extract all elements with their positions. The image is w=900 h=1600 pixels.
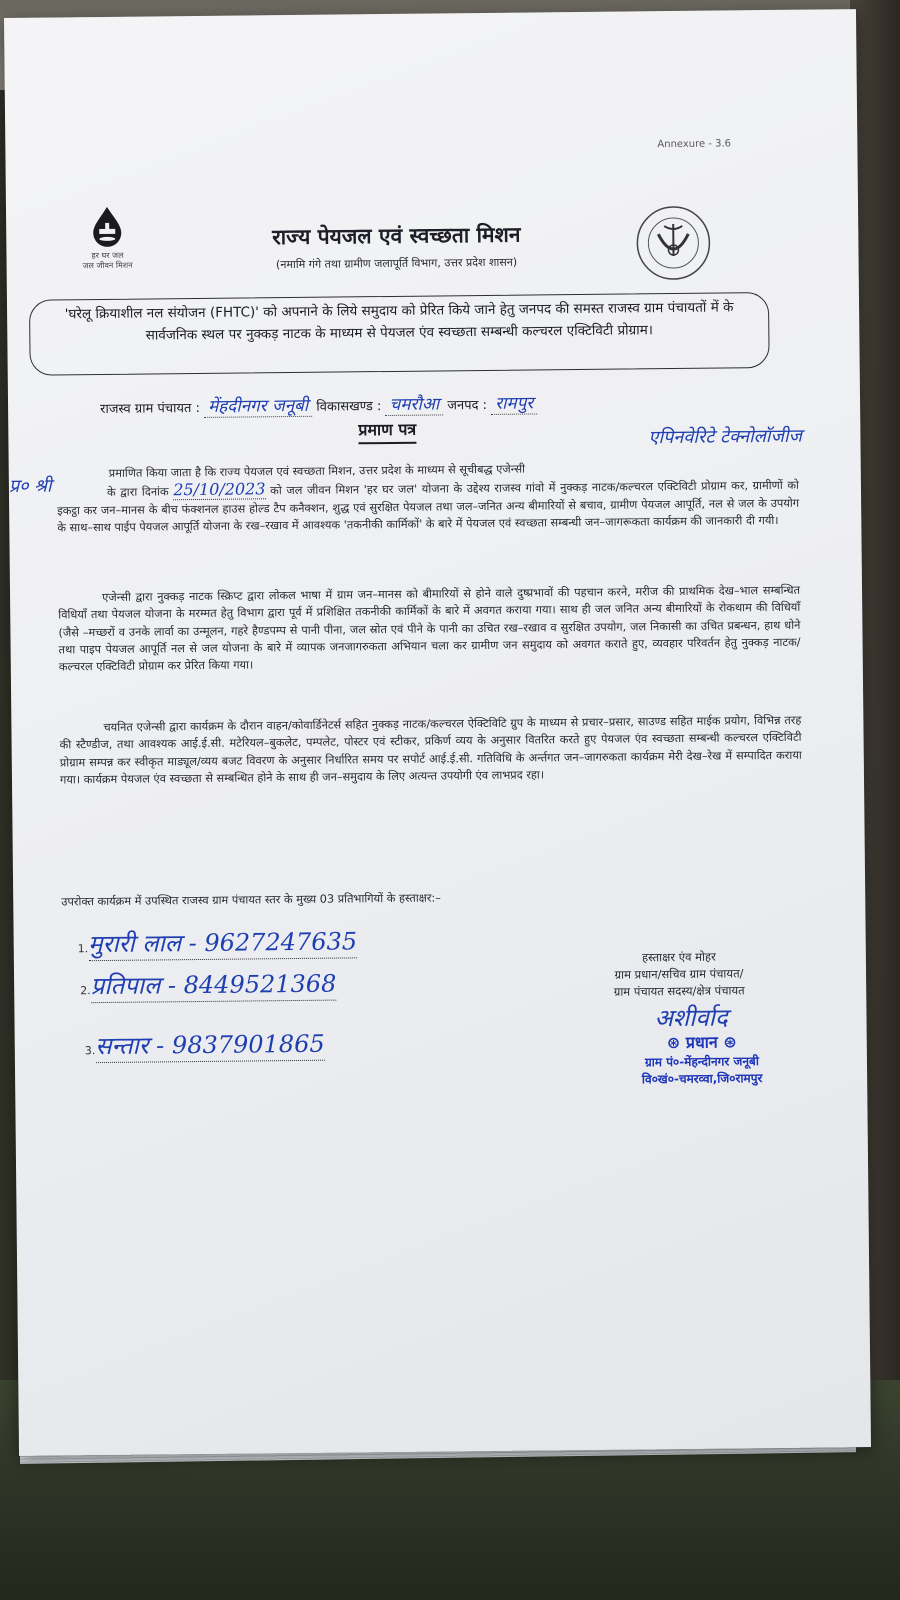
water-drop-icon bbox=[87, 205, 127, 247]
participants-intro: उपरोक्त कार्यक्रम में उपस्थित राजस्व ग्राम पंचायत स्तर के मुख्य 03 प्रतिभागियों के हस्ताक्षर:– bbox=[61, 891, 441, 909]
pradhan-stamp bbox=[607, 1030, 798, 1088]
participant-number: 2. bbox=[80, 984, 91, 998]
margin-handwritten-note: प्र० श्री bbox=[8, 475, 52, 497]
stamp-line-3: वि०खं०-चमरव्वा,जि०रामपुर bbox=[641, 1071, 763, 1087]
sign-line-2: ग्राम प्रधान/सचिव ग्राम पंचायत/ bbox=[614, 966, 744, 982]
participant-number: 1. bbox=[77, 942, 89, 956]
page-subtitle: (नमामि गंगे तथा ग्रामीण जलापूर्ति विभाग, उत्तर प्रदेश शासन) bbox=[275, 255, 518, 272]
paragraph-1-body: को जल जीवन मिशन 'हर घर जल' योजना के उद्देश्य राजस्व गांवो में नुक्कड़ नाटक/कल्चरल एक्टिविटी प्रोग्राम कर, ग्रामीणों को इकट्ठा कर जन–मानस के बीच फंक्शनल हाउस होल्ड टैप कनैक्शन, शुद्ध एवं सुरक्षित पेयजल तथा जल–जनित अन्य बीमारियों से बचाव, ग्रामीण पेयजल आपूर्ति, नल से जल के उपयोग के साथ–साथ पाईप पेयजल आपूर्ति योजना के रख–रखाव में आवश्यक 'तकनीकी कार्मिकों' के बारे में पेयजल एवं स्वच्छता सम्बन्धी जन–जागरूकता कार्यक्रम की जानकारी दी गयी। bbox=[57, 478, 800, 535]
stamp-dot-icon: ⊛ bbox=[723, 1032, 737, 1052]
stamp-title bbox=[607, 1030, 797, 1054]
stamp-dot-icon: ⊛ bbox=[666, 1032, 681, 1053]
panchayat-value: मेंहदीनगर जनूबी bbox=[204, 396, 312, 418]
block-label: विकासखण्ड : bbox=[316, 399, 382, 415]
participant-signature-1 bbox=[78, 924, 358, 961]
location-fields bbox=[100, 390, 537, 418]
sign-line-3: ग्राम पंचायत सदस्य/क्षेत्र पंचायत bbox=[613, 983, 745, 999]
header bbox=[166, 219, 626, 273]
up-government-seal-icon bbox=[634, 204, 713, 283]
paragraph-1-date-label: के द्वारा दिनांक bbox=[106, 485, 169, 500]
district-value: रामपुर bbox=[491, 393, 537, 414]
agency-name-handwritten: एपिनवेरिटे टेक्नोलॉजीज bbox=[648, 425, 803, 449]
event-date: 25/10/2023 bbox=[173, 479, 266, 500]
authority-sign-block bbox=[574, 948, 785, 1001]
participant-name-phone: मुरारी लाल - 9627247635 bbox=[88, 924, 357, 961]
participant-name-phone: सन्तार - 9837901865 bbox=[95, 1027, 325, 1063]
block-value: चमरौआ bbox=[385, 394, 443, 416]
paragraph-2: एजेन्सी द्वारा नुक्कड़ नाटक स्क्रिप्ट द्वारा लोकल भाषा में ग्राम जन–मानस को बीमारियों से होने वाले दुष्प्रभावों की पहचान करने, मरीज की प्राथमिक देख–भाल सम्बन्धित विधियॉं तथा पेयजल योजना के मरम्मत हेतु विभाग द्वारा पूर्व में प्रशिक्षित तकनीकी कार्मिकों के बारे में अवगत कराया गया। साथ ही जल जनित अन्य बीमारियों के रोकथाम की विधियॉं (जैसे –मच्छरों व उनके लार्वा का उन्मूलन, गहरे हैण्डपम्प से पानी पीना, जल स्रोत एवं पीने के पानी का उचित रख–रखाव व सुरक्षित उपयोग, जल निकासी का उचित प्रबन्धन, हाथ धोने तथा पाइप पेयजल आपूर्ति नल से जल योजना के बारे में व्यापक जनजागरुकता अभियान चला कर ग्रामीण जन समुदाय को अवगत कराते हुए, व्यवहार परिवर्तन हेतु नुक्कड़ नाटक/कल्चरल एक्टिविटी प्रोग्राम कर प्रेरित किया गया। bbox=[58, 583, 801, 674]
annexure-label: Annexure - 3.6 bbox=[657, 138, 732, 151]
certificate-page bbox=[4, 9, 871, 1456]
har-ghar-jal-logo bbox=[68, 205, 147, 272]
participant-number: 3. bbox=[84, 1044, 96, 1058]
participant-signature-3 bbox=[85, 1027, 325, 1064]
stamp-line-1: प्रधान bbox=[685, 1032, 718, 1052]
programme-title: 'घरेलू क्रियाशील नल संयोजन (FHTC)' को अपनाने के लिये समुदाय को प्रेरित किये जाने हेतु जनपद की समस्त राजस्व ग्राम पंचायतों में के सार्वजनिक स्थल पर नुक्कड़ नाटक के माध्यम से पेयजल एंव स्वच्छता सम्बन्धी कल्चरल एक्टिविटी प्रोग्राम। bbox=[64, 299, 734, 344]
participant-signature-2 bbox=[80, 967, 337, 1004]
panchayat-label: राजस्व ग्राम पंचायत : bbox=[100, 400, 201, 418]
sign-line-1: हस्ताक्षर एंव मोहर bbox=[641, 949, 716, 965]
paragraph-1-intro: प्रमाणित किया जाता है कि राज्य पेयजल एवं स्वच्छता मिशन, उत्तर प्रदेश के माध्यम से सूचीबद्ध एजेन्सी bbox=[108, 462, 526, 480]
logo-caption: हर घर जल जल जीवन मिशन bbox=[82, 250, 133, 271]
stamp-line-2: ग्राम पं०-मेंहन्दीनगर जनूबी bbox=[644, 1054, 760, 1070]
district-label: जनपद : bbox=[447, 397, 488, 414]
pradhan-signature: अशीर्वाद bbox=[654, 1003, 728, 1033]
participant-name-phone: प्रतिपाल - 8449521368 bbox=[90, 967, 336, 1004]
page-title: राज्य पेयजल एवं स्वच्छता मिशन bbox=[272, 222, 521, 250]
certificate-heading: प्रमाण पत्र bbox=[358, 418, 416, 445]
paragraph-3: चयनित एजेन्सी द्वारा कार्यक्रम के दौरान वाहन/कोवार्डिनेटर्स सहित नुक्कड़ नाटक/कल्चरल ऐक्टिविटि ग्रुप के माध्यम से प्रचार–प्रसार, साउण्ड सहित माईक प्रयोग, विभिन्न तरह की स्टैण्डीज, तथा आवश्यक आई.ई.सी. मटेरियल–बुकलेट, पम्पलेट, पोस्टर एवं स्टीकर, प्रकिर्ण व्यय के अनुसार वितरित करते हुए पेयजल एंव स्वच्छता सम्बन्धी कल्चरल एक्टिविटी प्रोग्राम सम्पन्न कर स्वीकृत माड्यूल/व्यय बजट विवरण के अनुसार निर्धारित समय पर सपोर्ट आई.ई.सी. गतिविधि के अर्न्तगत जन–जागरुकता कार्यक्रम मेरी देख–रेख में सम्पादित कराया गया। कार्यक्रम पेयजल एंव स्वच्छता से सम्बन्धित होने के साथ ही जन–समुदाय के लिए अत्यन्त उपयोगी एंव लाभप्रद रहा। bbox=[59, 713, 802, 787]
paragraph-1 bbox=[57, 458, 800, 537]
